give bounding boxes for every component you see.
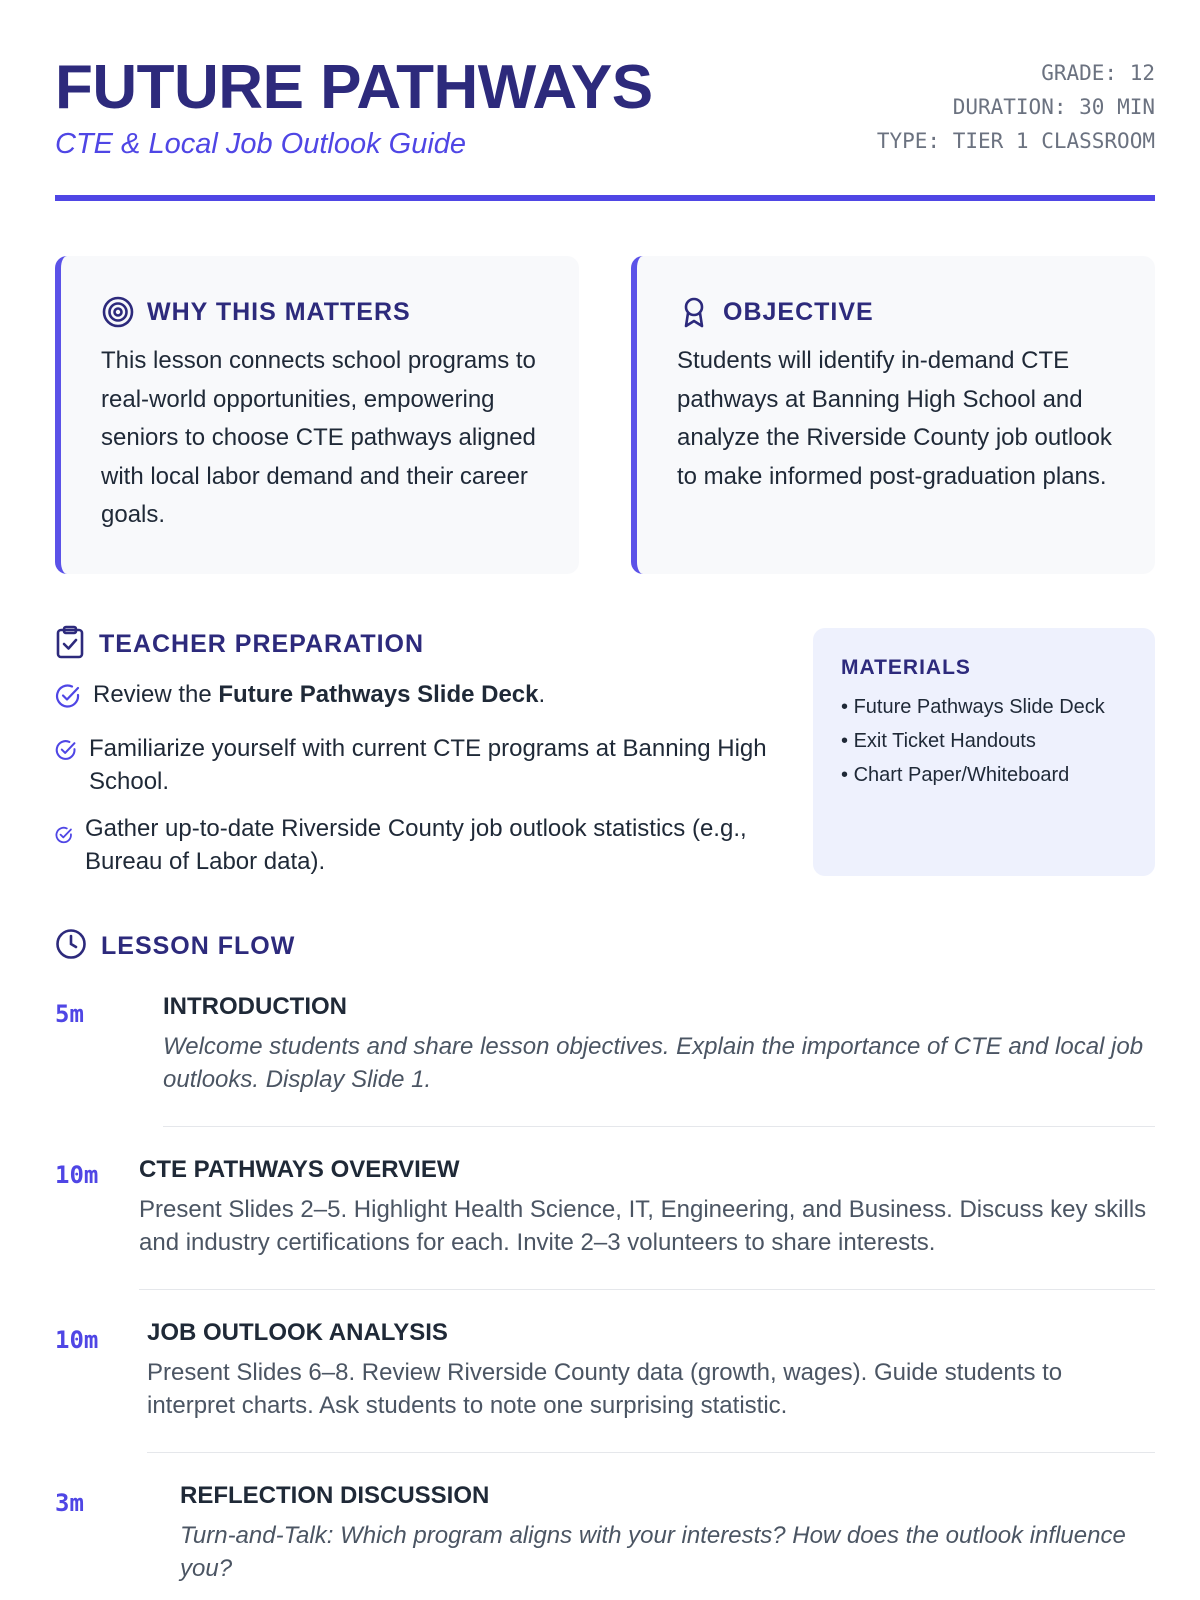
clipboard-check-icon (55, 625, 85, 664)
lesson-flow-title: LESSON FLOW (101, 931, 296, 960)
step-title: CTE PATHWAYS OVERVIEW (139, 1156, 460, 1183)
objective-card (631, 256, 1155, 574)
materials-item: • Exit Ticket Handouts (841, 724, 1127, 758)
prep-item-text: Gather up-to-date Riverside County job outlook statistics (e.g., Bureau of Labor data). (85, 815, 747, 875)
type-label: TYPE: TIER 1 CLASSROOM (876, 129, 1155, 153)
step-description: Present Slides 2–5. Highlight Health Science, IT, Engineering, and Business. Discuss key skills and industry certifications for each. Invite 2–3 volunteers to share interests. (139, 1196, 1147, 1256)
step-title: INTRODUCTION (163, 993, 347, 1020)
header-divider (55, 195, 1155, 201)
prep-checklist (55, 678, 775, 878)
step-time: 5m (55, 1000, 84, 1028)
step-time: 3m (55, 1489, 84, 1517)
materials-item: • Chart Paper/Whiteboard (841, 758, 1127, 792)
materials-item: • Future Pathways Slide Deck (841, 690, 1127, 724)
materials-list (841, 690, 1127, 792)
check-circle-icon (55, 737, 77, 770)
step-divider (139, 1289, 1155, 1290)
prep-item-suffix: . (538, 681, 546, 708)
prep-item (55, 812, 775, 878)
why-title: WHY THIS MATTERS (147, 297, 411, 326)
objective-title: OBJECTIVE (723, 297, 874, 326)
target-icon (101, 295, 135, 329)
prep-item-text: Familiarize yourself with current CTE programs at Banning High School. (89, 735, 767, 795)
teacher-preparation (55, 626, 775, 892)
page-title: FUTURE PATHWAYS (55, 53, 653, 122)
prep-title: TEACHER PREPARATION (99, 629, 425, 658)
step-title: REFLECTION DISCUSSION (180, 1482, 490, 1509)
clock-icon (55, 928, 87, 965)
step-description: Welcome students and share lesson objectives. Explain the importance of CTE and local job outlooks. Display Slide 1. (163, 1033, 1144, 1093)
why-card (55, 256, 579, 574)
objective-body: Students will identify in-demand CTE pathways at Banning High School and analyze the Riverside County job outlook to make informed post-graduation plans. (677, 347, 1112, 490)
materials-box (813, 628, 1155, 876)
prep-item-prefix: Review the (93, 681, 219, 708)
step-description: Present Slides 6–8. Review Riverside County data (growth, wages). Guide students to interpret charts. Ask students to note one surprising statistic. (147, 1359, 1063, 1419)
step-title: JOB OUTLOOK ANALYSIS (147, 1319, 448, 1346)
why-body: This lesson connects school programs to real-world opportunities, empowering seniors to choose CTE pathways aligned with local labor demand and their career goals. (101, 347, 536, 528)
prep-item (55, 732, 775, 798)
award-icon (677, 295, 711, 329)
check-circle-icon (55, 820, 73, 853)
materials-title: MATERIALS (841, 656, 971, 679)
prep-item-bold: Future Pathways Slide Deck (218, 681, 539, 708)
lesson-meta (877, 56, 1155, 158)
prep-item (55, 678, 775, 718)
duration-label: DURATION: 30 MIN (952, 95, 1155, 119)
lesson-plan-page (55, 0, 1155, 1600)
step-description: Turn-and-Talk: Which program aligns with your interests? How does the outlook influence you? (180, 1522, 1126, 1582)
prep-item-text (93, 678, 545, 711)
step-time: 10m (55, 1161, 99, 1189)
step-time: 10m (55, 1326, 99, 1354)
step-divider (163, 1126, 1155, 1127)
lesson-flow-header (55, 928, 295, 964)
page-subtitle: CTE & Local Job Outlook Guide (55, 128, 467, 160)
grade-label: GRADE: 12 (1041, 61, 1155, 85)
check-circle-icon (55, 683, 81, 718)
page-header (55, 52, 1155, 202)
step-divider (147, 1452, 1155, 1453)
